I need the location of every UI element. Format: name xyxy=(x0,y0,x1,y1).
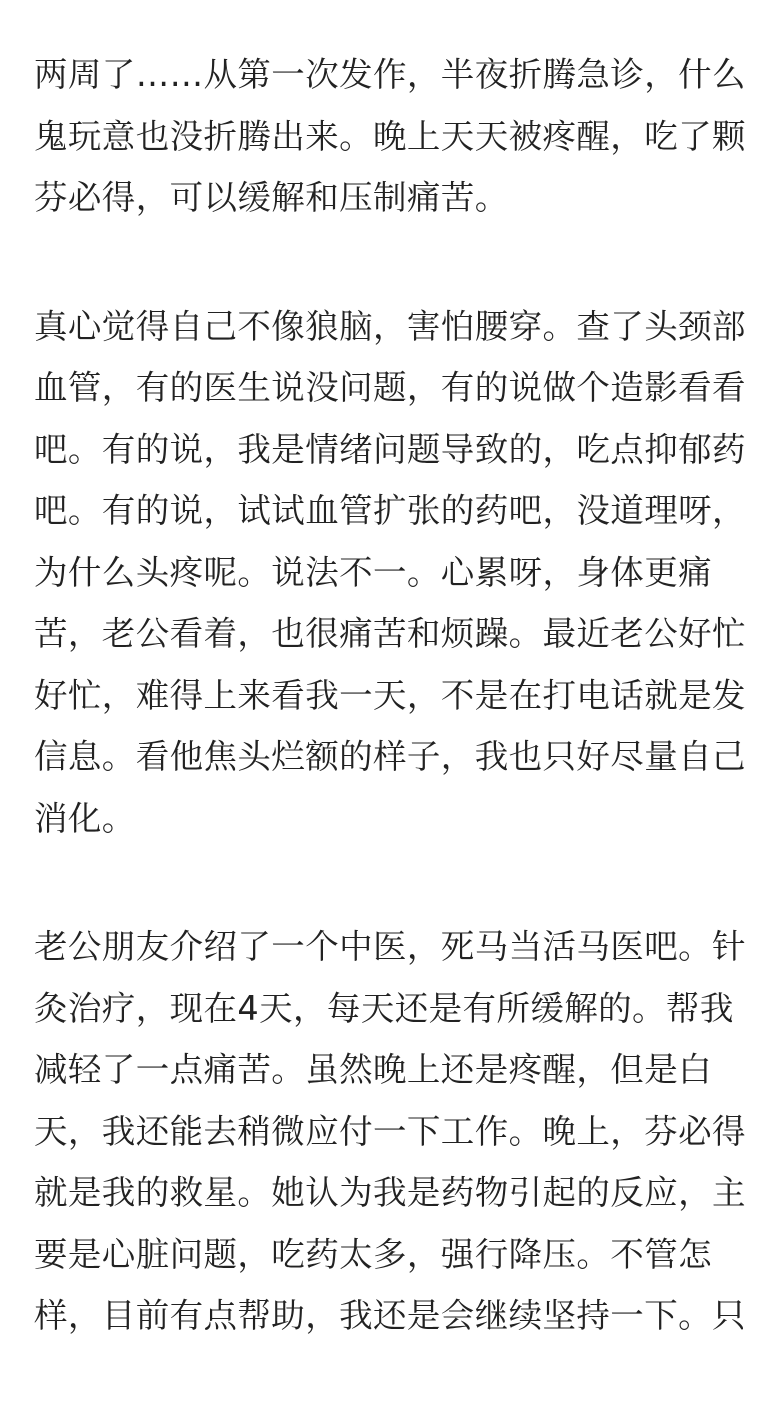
article-body xyxy=(34,44,764,1414)
text-line: 就是我的救星。她认为我是药物引起的反应，主 xyxy=(34,1173,746,1212)
text-line: 吧。有的说，试试血管扩张的药吧，没道理呀， xyxy=(34,491,746,530)
paragraph-3 xyxy=(34,916,764,1347)
text-line: 为什么头疼呢。说法不一。心累呀，身体更痛 xyxy=(34,552,712,592)
text-line: 要是心脏问题，吃药太多，强行降压。不管怎 xyxy=(34,1234,712,1274)
text-line: 天，我还能去稍微应付一下工作。晚上，芬必得 xyxy=(34,1111,746,1151)
text-line: 鬼玩意也没折腾出来。晚上天天被疼醒，吃了颗 xyxy=(34,116,746,156)
text-line: 两周了……从第一次发作，半夜折腾急诊，什么 xyxy=(34,55,746,94)
text-line: 信息。看他焦头烂额的样子，我也只好尽量自己 xyxy=(34,737,746,776)
paragraph-2 xyxy=(34,296,764,850)
text-line: 真心觉得自己不像狼脑，害怕腰穿。查了头颈部 xyxy=(34,306,746,346)
text-line: 消化。 xyxy=(34,798,136,838)
paragraph-1 xyxy=(34,44,764,229)
text-line: 血管，有的医生说没问题，有的说做个造影看看 xyxy=(34,368,746,407)
text-line: 减轻了一点痛苦。虽然晚上还是疼醒，但是白 xyxy=(34,1050,712,1089)
text-line: 芬必得，可以缓解和压制痛苦。 xyxy=(34,178,509,217)
text-line: 灸治疗，现在4天，每天还是有所缓解的。帮我 xyxy=(34,988,734,1028)
text-line: 吧。有的说，我是情绪问题导致的，吃点抑郁药 xyxy=(34,429,746,469)
text-line: 好忙，难得上来看我一天，不是在打电话就是发 xyxy=(34,675,746,715)
text-line: 苦，老公看着，也很痛苦和烦躁。最近老公好忙 xyxy=(34,614,746,653)
text-line: 样，目前有点帮助，我还是会继续坚持一下。只 xyxy=(34,1296,746,1335)
text-line: 老公朋友介绍了一个中医，死马当活马医吧。针 xyxy=(34,927,746,966)
